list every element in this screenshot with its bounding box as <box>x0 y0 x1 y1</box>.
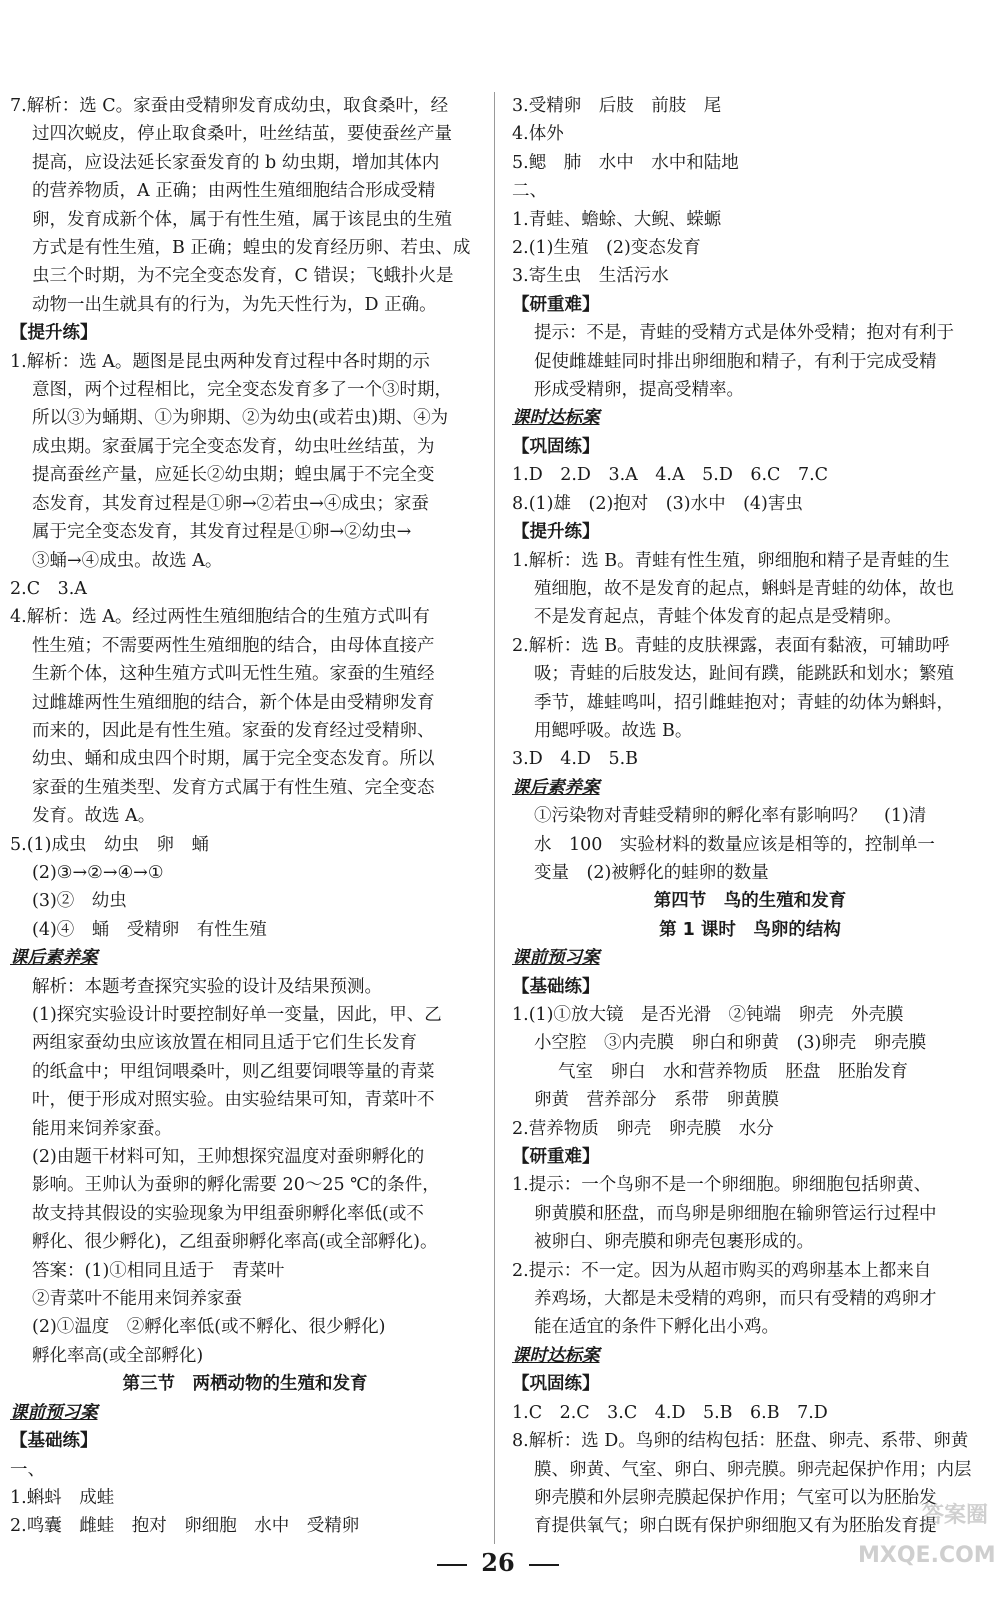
text-line: 家蚕的生殖类型、发育方式属于有性生殖、完全变态 <box>32 777 435 798</box>
text-line: 属于完全变态发育，其发育过程是①卵→②幼虫→ <box>32 522 412 543</box>
column-divider <box>494 92 495 1544</box>
text-line: 课后素养案 <box>512 777 600 798</box>
text-line: 答案：(1)①相同且适于 青菜叶 <box>32 1260 285 1281</box>
text-line: (4)④ 蛹 受精卵 有性生殖 <box>32 919 267 940</box>
text-line: 生新个体，这种生殖方式叫无性生殖。家蚕的生殖经 <box>32 664 435 685</box>
text-line: 而来的，因此是有性生殖。家蚕的发育经过受精卵、 <box>32 720 435 741</box>
text-line: 【提升练】 <box>10 323 98 344</box>
text-line: (2)由题干材料可知，王帅想探究温度对蚕卵孵化的 <box>32 1147 425 1168</box>
text-line: 提高，应设法延长家蚕发育的 b 幼虫期，增加其体内 <box>32 152 440 173</box>
text-line: 虫三个时期，为不完全变态发育，C 错误；飞蛾扑火是 <box>32 266 454 287</box>
text-line: 提高蚕丝产量，应延长②幼虫期；蝗虫属于不完全变 <box>32 465 435 486</box>
text-line: 育提供氧气；卵白既有保护卵细胞又有为胚胎发育提 <box>534 1516 937 1537</box>
text-line: 孵化、很少孵化)，乙组蚕卵孵化率高(或全部孵化)。 <box>32 1232 438 1253</box>
text-line: 8.(1)雄 (2)抱对 (3)水中 (4)害虫 <box>512 493 803 514</box>
text-line: 殖细胞，故不是发育的起点，蝌蚪是青蛙的幼体，故也 <box>534 578 954 599</box>
text-line: 【巩固练】 <box>512 1374 600 1395</box>
text-line: 动物一出生就具有的行为，为先天性行为，D 正确。 <box>32 294 437 315</box>
text-line: 1.(1)①放大镜 是否光滑 ②钝端 卵壳 外壳膜 <box>512 1005 904 1025</box>
text-line: 【研重难】 <box>512 1147 600 1168</box>
left-column <box>10 92 480 1541</box>
text-line: ③蛹→④成虫。故选 A。 <box>32 550 223 571</box>
text-line: 气室 卵白 水和营养物质 胚盘 胚胎发育 <box>558 1061 908 1082</box>
text-line: 孵化率高(或全部孵化) <box>32 1345 204 1366</box>
text-line: (3)② 幼虫 <box>32 891 127 912</box>
text-line: 卵黄 营养部分 系带 卵黄膜 <box>534 1090 779 1111</box>
text-line: 【基础练】 <box>512 976 600 997</box>
text-line: 卵，发育成新个体，属于有性生殖，属于该昆虫的生殖 <box>32 209 452 230</box>
text-line: 故支持其假设的实验现象为甲组蚕卵孵化率低(或不 <box>32 1203 424 1224</box>
text-line: 性生殖；不需要两性生殖细胞的结合，由母体直接产 <box>32 635 435 656</box>
text-line: 小空腔 ③内壳膜 卵白和卵黄 (3)卵壳 卵壳膜 <box>534 1033 927 1054</box>
text-line: 卵壳膜和外层卵壳膜起保护作用；气室可以为胚胎发 <box>534 1487 937 1508</box>
text-line: 4.体外 <box>512 124 564 145</box>
text-line: 2.C 3.A <box>10 578 87 599</box>
text-line: 解析：本题考查探究实验的设计及结果预测。 <box>32 976 382 997</box>
text-line: 2.解析：选 B。青蛙的皮肤裸露，表面有黏液，可辅助呼 <box>512 635 950 656</box>
text-line: 课时达标案 <box>512 1345 600 1366</box>
text-line: 5.鳃 肺 水中 水中和陆地 <box>512 152 739 173</box>
text-line: 所以③为蛹期、①为卵期、②为幼虫(或若虫)期、④为 <box>32 408 449 429</box>
text-line: 二、 <box>512 181 547 202</box>
text-line: 发育。故选 A。 <box>32 806 156 827</box>
text-line: 3.受精卵 后肢 前肢 尾 <box>512 96 722 116</box>
text-line: 提示：不是，青蛙的受精方式是体外受精；抱对有利于 <box>534 323 954 344</box>
text-line: 1.蝌蚪 成蛙 <box>10 1487 115 1508</box>
page-number: 26 <box>481 1548 515 1577</box>
text-line: 用鳃呼吸。故选 B。 <box>534 720 693 741</box>
text-line: 促使雌雄蛙同时排出卵细胞和精子，有利于完成受精 <box>534 351 937 372</box>
text-line: 1.解析：选 A。题图是昆虫两种发育过程中各时期的示 <box>10 351 430 372</box>
text-line: (2)①温度 ②孵化率低(或不孵化、很少孵化) <box>32 1317 386 1338</box>
right-column <box>512 92 988 1541</box>
text-line: 的营养物质，A 正确；由两性生殖细胞结合形成受精 <box>32 181 436 202</box>
watermark-logo <box>858 1496 996 1586</box>
text-line: 4.解析：选 A。经过两性生殖细胞结合的生殖方式叫有 <box>10 607 430 628</box>
text-line: 影响。王帅认为蚕卵的孵化需要 20～25 ℃的条件， <box>32 1175 440 1196</box>
text-line: 【研重难】 <box>512 294 600 315</box>
text-line: 【提升练】 <box>512 522 600 543</box>
text-line: 过四次蜕皮，停止取食桑叶，吐丝结茧，要使蚕丝产量 <box>32 124 452 145</box>
text-line: 形成受精卵，提高受精率。 <box>534 380 744 401</box>
text-line: 课前预习案 <box>512 948 600 969</box>
text-line: 态发育，其发育过程是①卵→②若虫→④成虫；家蚕 <box>32 493 429 514</box>
text-line: 【巩固练】 <box>512 436 600 457</box>
text-line: 1.C 2.C 3.C 4.D 5.B 6.B 7.D <box>512 1402 828 1423</box>
text-line: (2)③→②→④→① <box>32 862 164 883</box>
text-line: 养鸡场，大都是未受精的鸡卵，而只有受精的鸡卵才 <box>534 1289 937 1310</box>
watermark-line1: 答案圈 <box>921 1503 988 1528</box>
text-line: 膜、卵黄、气室、卵白、卵壳膜。卵壳起保护作用；内层 <box>534 1459 972 1480</box>
text-line: 两组家蚕幼虫应该放置在相同且适于它们生长发育 <box>32 1033 417 1054</box>
footer-dash-left <box>437 1564 467 1566</box>
text-line: 幼虫、蛹和成虫四个时期，属于完全变态发育。所以 <box>32 749 435 770</box>
text-line: 2.鸣囊 雌蛙 抱对 卵细胞 水中 受精卵 <box>10 1516 360 1537</box>
text-line: 3.寄生虫 生活污水 <box>512 266 669 287</box>
text-line: 8.解析：选 D。鸟卵的结构包括：胚盘、卵壳、系带、卵黄 <box>512 1431 969 1452</box>
text-line: 叶，便于形成对照实验。由实验结果可知，青菜叶不 <box>32 1090 435 1111</box>
text-line: 变量 (2)被孵化的蛙卵的数量 <box>534 862 769 883</box>
text-line: 的纸盒中；甲组饲喂桑叶，则乙组要饲喂等量的青菜 <box>32 1061 435 1082</box>
text-line: 课后素养案 <box>10 948 98 969</box>
text-line: 【基础练】 <box>10 1431 98 1452</box>
text-line: 2.营养物质 卵壳 卵壳膜 水分 <box>512 1118 774 1139</box>
text-line: 1.提示：一个鸟卵不是一个卵细胞。卵细胞包括卵黄、 <box>512 1175 932 1196</box>
text-line: 成虫期。家蚕属于完全变态发育，幼虫吐丝结茧，为 <box>32 436 435 457</box>
text-line: 3.D 4.D 5.B <box>512 749 639 770</box>
text-line: 过雌雄两性生殖细胞的结合，新个体是由受精卵发育 <box>32 692 435 713</box>
text-line: 第三节 两栖动物的生殖和发育 <box>122 1374 368 1395</box>
text-line: 卵黄膜和胚盘，而鸟卵是卵细胞在输卵管运行过程中 <box>534 1203 937 1224</box>
text-line: 课前预习案 <box>10 1402 98 1423</box>
text-line: ①污染物对青蛙受精卵的孵化率有影响吗？ (1)清 <box>534 806 927 827</box>
text-line: 2.提示：不一定。因为从超市购买的鸡卵基本上都来自 <box>512 1260 932 1281</box>
text-line: 课时达标案 <box>512 408 600 429</box>
text-line: (1)探究实验设计时要控制好单一变量，因此，甲、乙 <box>32 1005 442 1025</box>
text-line: 1.D 2.D 3.A 4.A 5.D 6.C 7.C <box>512 465 829 486</box>
text-line: 方式是有性生殖，B 正确；蝗虫的发育经历卵、若虫、成 <box>32 238 471 259</box>
text-line: 1.青蛙、蟾蜍、大鲵、蝾螈 <box>512 209 722 230</box>
text-line: 7.解析：选 C。家蚕由受精卵发育成幼虫，取食桑叶，经 <box>10 96 449 116</box>
text-line: 季节，雄蛙鸣叫，招引雌蛙抱对；青蛙的幼体为蝌蚪， <box>534 692 954 713</box>
text-line: 能在适宜的条件下孵化出小鸡。 <box>534 1317 779 1338</box>
watermark-line2: MXQE.COM <box>858 1543 996 1568</box>
text-line: 1.解析：选 B。青蛙有性生殖，卵细胞和精子是青蛙的生 <box>512 550 950 571</box>
text-line: 一、 <box>10 1459 45 1480</box>
footer-dash-right <box>529 1564 559 1566</box>
text-line: 被卵白、卵壳膜和卵壳包裹形成的。 <box>534 1232 814 1253</box>
text-line: 吸；青蛙的后肢发达，趾间有蹼，能跳跃和划水；繁殖 <box>534 664 954 685</box>
text-line: 水 100 实验材料的数量应该是相等的，控制单一 <box>534 834 935 855</box>
text-line: 第 1 课时 鸟卵的结构 <box>659 919 841 940</box>
text-line: 5.(1)成虫 幼虫 卵 蛹 <box>10 834 209 855</box>
text-line: 2.(1)生殖 (2)变态发育 <box>512 238 701 259</box>
text-line: 不是发育起点，青蛙个体发育的起点是受精卵。 <box>534 607 902 628</box>
text-line: 能用来饲养家蚕。 <box>32 1118 172 1139</box>
page-number-footer <box>0 1548 996 1577</box>
text-line: 意图，两个过程相比，完全变态发育多了一个③时期， <box>32 380 452 401</box>
text-line: ②青菜叶不能用来饲养家蚕 <box>32 1289 242 1310</box>
text-line: 第四节 鸟的生殖和发育 <box>653 891 847 912</box>
